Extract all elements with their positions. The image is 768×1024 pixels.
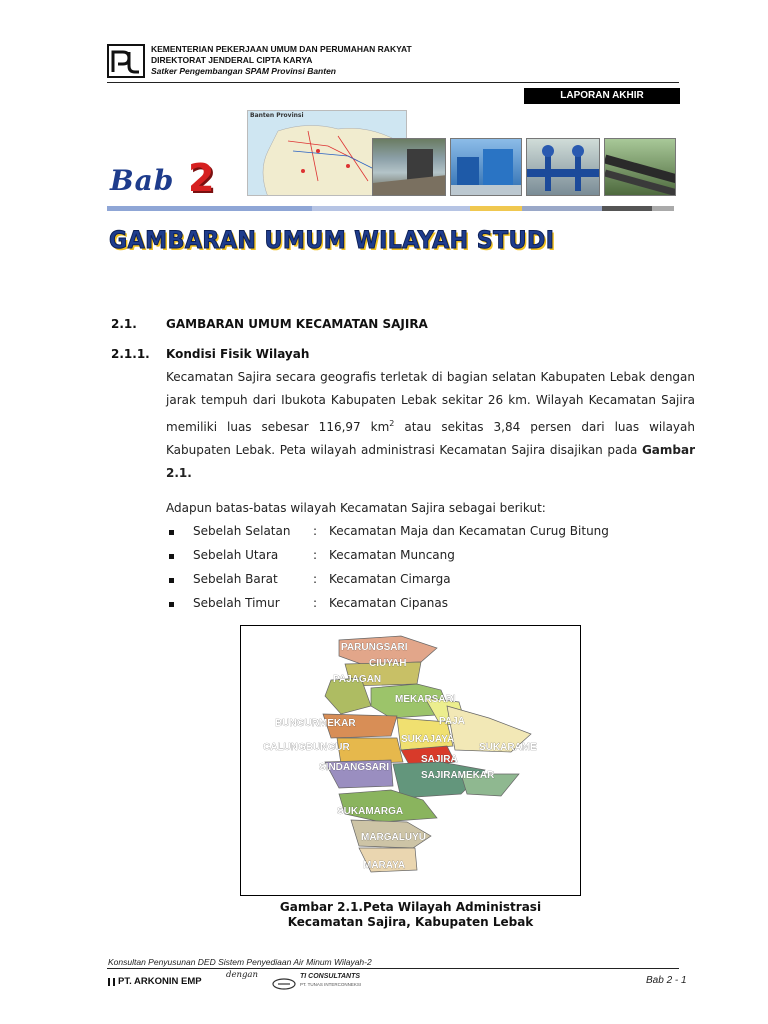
- header-satker: Satker Pengembangan SPAM Provinsi Banten: [151, 66, 336, 76]
- partner-logo-icon: [272, 975, 296, 987]
- banner-map-label: Banten Provinsi: [250, 112, 304, 119]
- boundary-value: Kecamatan Maja dan Kecamatan Curug Bitung: [329, 524, 609, 538]
- treatment-plant-photo: [450, 138, 522, 196]
- bab-label: Bab: [110, 164, 175, 197]
- region-label: MARGALUYU: [361, 832, 426, 843]
- page-number: Bab 2 - 1: [646, 975, 687, 986]
- stripe-dark: [602, 206, 652, 211]
- region-label: PARUNGSARI: [341, 642, 408, 653]
- boundary-label: Sebelah Barat: [193, 572, 278, 586]
- header-divider: [107, 82, 679, 83]
- boundary-sep: :: [313, 548, 318, 562]
- boundary-label: Sebelah Utara: [193, 548, 279, 562]
- boundary-sep: :: [313, 524, 318, 538]
- region-label: BUNGURMEKAR: [275, 718, 356, 729]
- region-label: SAJIRA: [421, 754, 458, 765]
- boundary-sep: :: [313, 596, 318, 610]
- region-label: MARAYA: [363, 860, 406, 871]
- region-label: SUKARAME: [479, 742, 537, 753]
- stripe-grey: [652, 206, 674, 211]
- partner-name: PT. TUNAS INTERCONNEKSI: [300, 982, 362, 987]
- reservoir-photo: [372, 138, 446, 196]
- boundary-label: Sebelah Timur: [193, 596, 280, 610]
- header-ministry: KEMENTERIAN PEKERJAAN UMUM DAN PERUMAHAN RAKYAT: [151, 44, 412, 54]
- subsection-number: 2.1.1.: [111, 347, 150, 361]
- stripe-blue-2: [312, 206, 470, 211]
- footer-divider: [107, 968, 679, 969]
- header-directorate: DIREKTORAT JENDERAL CIPTA KARYA: [151, 55, 313, 65]
- region-label: PAJA: [439, 716, 465, 727]
- sajira-map-figure: [240, 625, 581, 896]
- paragraph-text-1: Kecamatan Sajira secara geografis terletak di bagian selatan Kabupaten Lebak dengan jarak tempuh dari Ibukota Kabupaten Lebak sekitar 26 km. Wilayah Kecamatan Sajira memiliki luas sebesar 116,97 km: [166, 370, 695, 434]
- figure-caption-line2: Kecamatan Sajira, Kabupaten Lebak: [287, 915, 534, 929]
- arkonin-logo-icon: [108, 978, 115, 986]
- boundary-label: Sebelah Selatan: [193, 524, 291, 538]
- region-label: CIUYAH: [369, 658, 407, 669]
- stripe-blue-3: [522, 206, 602, 211]
- boundary-value: Kecamatan Muncang: [329, 548, 455, 562]
- section-title: GAMBARAN UMUM KECAMATAN SAJIRA: [166, 317, 428, 331]
- stripe-blue-1: [107, 206, 312, 211]
- region-label: MEKARSARI: [395, 694, 456, 705]
- region-label: SUKAMARGA: [337, 806, 404, 817]
- pipe-valves-photo: [526, 138, 600, 196]
- figure-reference: Gambar 2.1.: [166, 443, 695, 480]
- chapter-title: GAMBARAN UMUM WILAYAH STUDI: [109, 226, 555, 254]
- sajira-map: [241, 626, 580, 895]
- ministry-logo: [107, 44, 145, 78]
- bullet: [169, 554, 174, 559]
- superscript-2: 2: [389, 419, 395, 428]
- bullet: [169, 530, 174, 535]
- region-label: SUKAJAYA: [401, 734, 455, 745]
- pipeline-photo: [604, 138, 676, 196]
- section-number: 2.1.: [111, 317, 137, 331]
- boundary-value: Kecamatan Cipanas: [329, 596, 449, 610]
- paragraph-geography: [166, 366, 695, 485]
- paragraph-text-2: atau sekitas 3,84 persen dari luas wilayah Kabupaten Lebak. Peta wilayah administrasi Kecamatan Sajira disajikan pada: [166, 420, 695, 457]
- partner-logo-text: TI CONSULTANTS: [300, 973, 361, 980]
- report-badge: LAPORAN AKHIR: [524, 88, 680, 104]
- region-label: SINDANGSARI: [319, 762, 390, 773]
- boundary-sep: :: [313, 572, 318, 586]
- subsection-title: Kondisi Fisik Wilayah: [166, 347, 310, 361]
- bab-number: 2: [188, 156, 215, 200]
- region-label: PAJAGAN: [333, 674, 382, 685]
- boundaries-intro: Adapun batas-batas wilayah Kecamatan Sajira sebagai berikut:: [166, 501, 546, 515]
- stripe-yellow: [470, 206, 522, 211]
- footer-consultant: Konsultan Penyusunan DED Sistem Penyediaan Air Minum Wilayah-2: [108, 957, 372, 967]
- bullet: [169, 578, 174, 583]
- region-label: SAJIRAMEKAR: [421, 770, 495, 781]
- figure-caption-line1: Gambar 2.1.Peta Wilayah Administrasi: [279, 900, 542, 914]
- boundary-value: Kecamatan Cimarga: [329, 572, 451, 586]
- footer-company: PT. ARKONIN EMP: [118, 976, 202, 987]
- bullet: [169, 602, 174, 607]
- region-label: CALUNGBUNGUR: [263, 742, 350, 753]
- footer-with: dengan: [226, 970, 258, 980]
